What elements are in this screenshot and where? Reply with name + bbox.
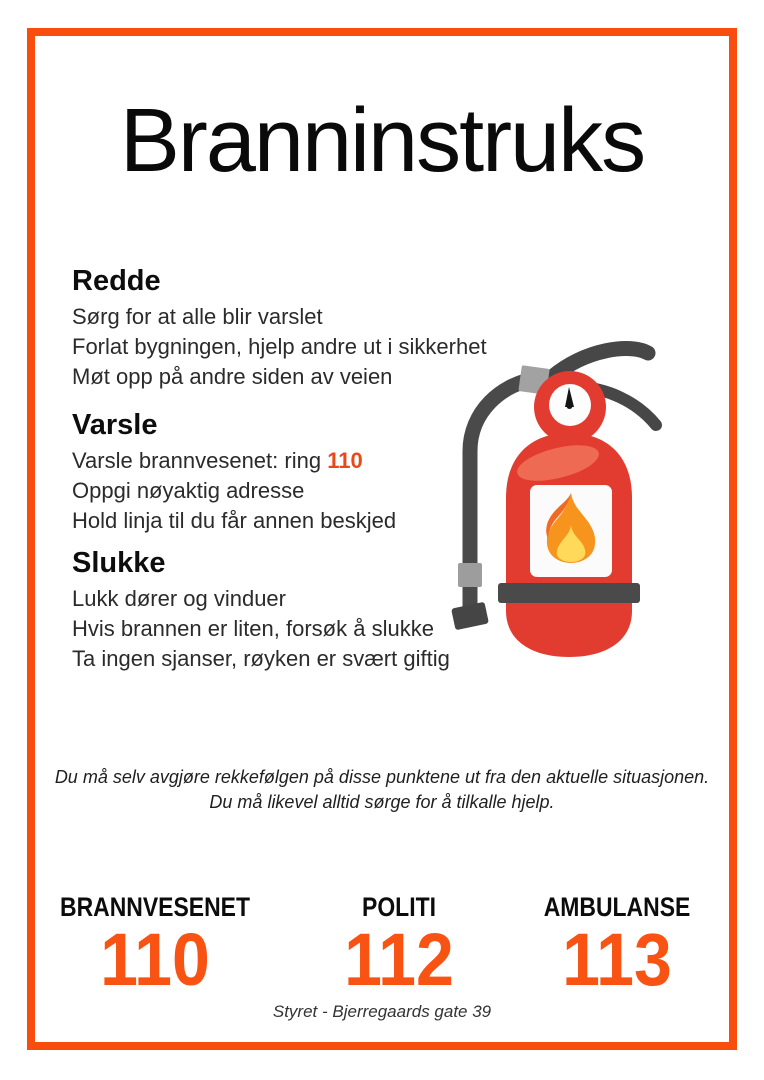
hose-nozzle — [451, 602, 489, 631]
contact-number: 112 — [344, 918, 454, 1001]
section-varsle-line-3: Hold linja til du får annen beskjed — [72, 508, 397, 533]
section-slukke-heading: Slukke — [72, 547, 166, 579]
section-varsle-line-1 — [72, 446, 492, 476]
notice-line-1: Du må selv avgjøre rekkefølgen på disse punktene ut fra den aktuelle situasjonen. — [54, 767, 710, 787]
section-varsle-heading: Varsle — [72, 409, 158, 441]
gauge-needle-pivot — [567, 403, 573, 409]
contact-politi — [279, 892, 519, 1001]
page-title: Branninstruks — [119, 91, 645, 191]
section-slukke-line-3: Ta ingen sjanser, røyken er svært giftig — [72, 646, 450, 671]
section-redde — [72, 264, 492, 392]
notice-text — [40, 765, 724, 815]
section-redde-line-2: Forlat bygningen, hjelp andre ut i sikkerhet — [72, 334, 487, 359]
section-redde-line-3: Møt opp på andre siden av veien — [72, 364, 393, 389]
contact-ambulanse — [497, 892, 737, 1001]
contact-label: POLITI — [362, 892, 436, 922]
section-redde-heading: Redde — [72, 265, 161, 297]
section-varsle-line-2: Oppgi nøyaktig adresse — [72, 478, 305, 503]
section-varsle — [72, 408, 492, 536]
notice-line-2: Du må likevel alltid sørge for å tilkalle hjelp. — [209, 792, 555, 812]
contact-number: 110 — [100, 918, 210, 1001]
emergency-contacts — [0, 892, 764, 1002]
hose-connector — [458, 563, 482, 587]
contact-label: BRANNVESENET — [59, 892, 251, 922]
contact-number: 113 — [562, 918, 672, 1001]
emergency-number-inline: 110 — [327, 448, 363, 473]
contact-label: AMBULANSE — [543, 892, 691, 922]
contact-brannvesenet — [35, 892, 275, 1001]
section-slukke-line-1: Lukk dører og vinduer — [72, 586, 286, 611]
section-slukke — [72, 546, 492, 674]
fire-extinguisher-icon — [440, 333, 700, 663]
section-redde-line-1: Sørg for at alle blir varslet — [72, 304, 323, 329]
varsle-line-prefix: Varsle brannvesenet: ring — [72, 448, 328, 473]
section-slukke-line-2: Hvis brannen er liten, forsøk å slukke — [72, 616, 434, 641]
footer-text: Styret - Bjerregaards gate 39 — [272, 1002, 492, 1021]
tank-band — [498, 583, 640, 603]
fire-extinguisher-graphic — [440, 333, 700, 663]
